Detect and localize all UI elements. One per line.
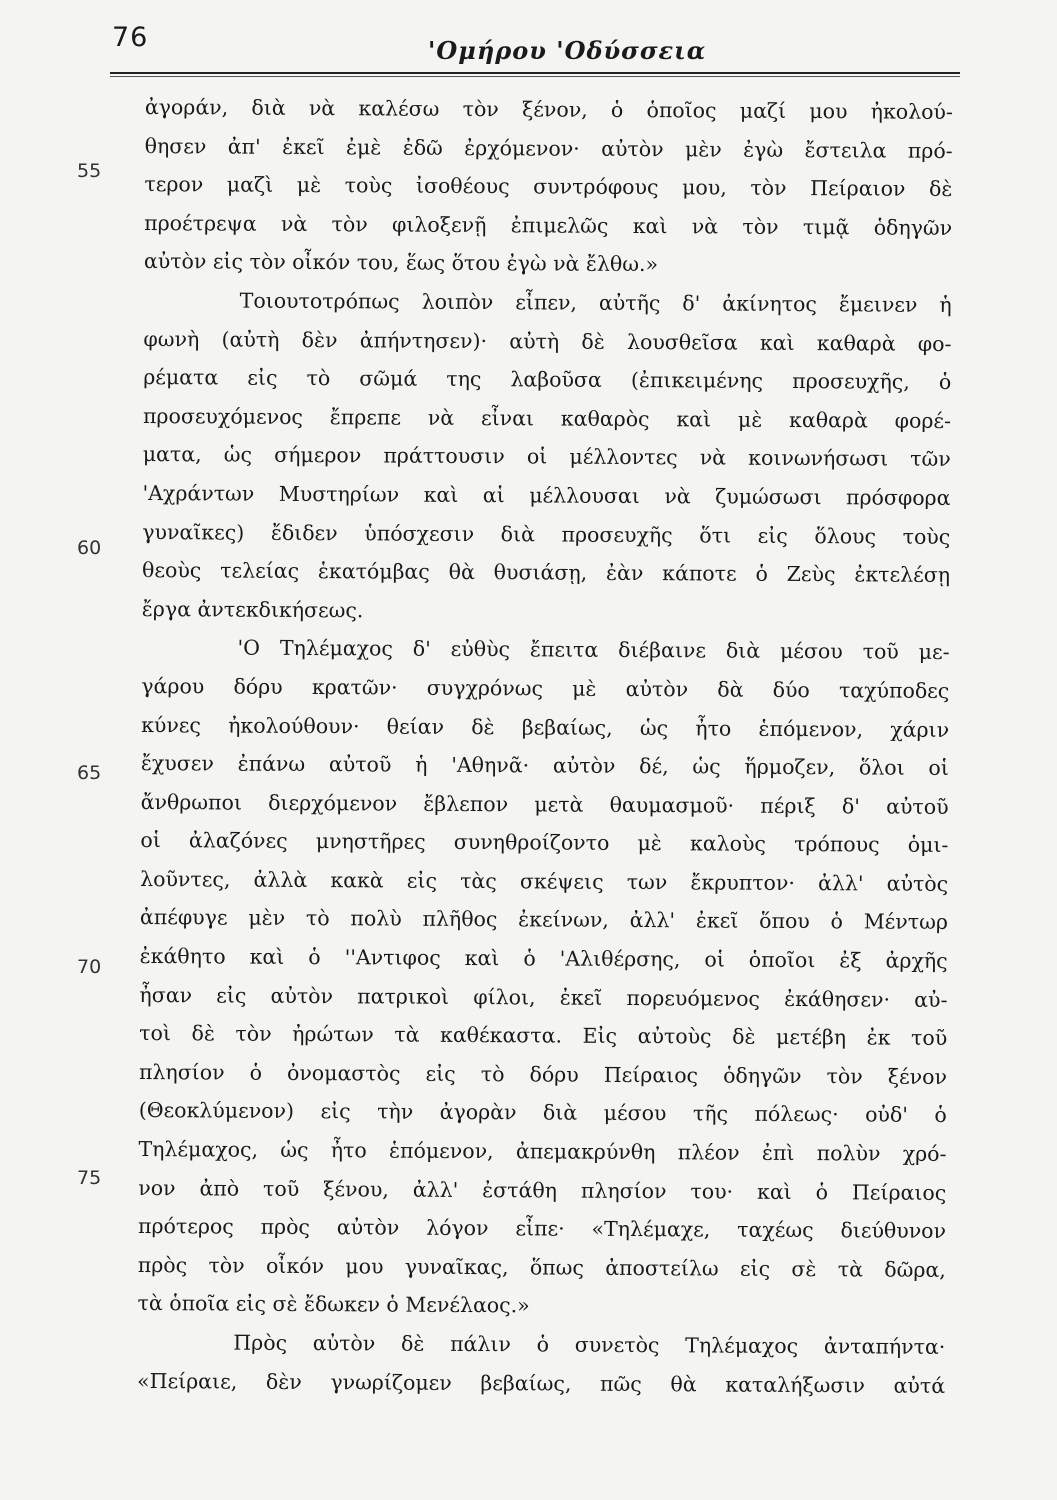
text-line: Τηλέμαχος, ὡς ἦτο ἑπόμενον, ἀπεμακρύνθη πλέον ἐπὶ πολὺν χρό- bbox=[138, 1137, 947, 1166]
text-line: Πρὸς αὐτὸν δὲ πάλιν ὁ συνετὸς Τηλέμαχος ἀνταπήντα· bbox=[233, 1330, 946, 1359]
text-line: αὐτὸν εἰς τὸν οἶκόν του, ἕως ὅτου ἐγὼ νὰ ἔλθω.» bbox=[143, 249, 659, 277]
text-line: γάρου δόρυ κρατῶν· συγχρόνως μὲ αὐτὸν δὰ δύο ταχύποδες bbox=[141, 673, 950, 703]
paragraph-3 bbox=[137, 628, 949, 1328]
text-line: νον ἀπὸ τοῦ ξένου, ἀλλ' ἐστάθη πλησίον του· καὶ ὁ Πείραιος bbox=[138, 1175, 947, 1205]
text-line: 'Αχράντων Μυστηρίων καὶ αἱ μέλλουσαι νὰ ζυμώσωσι πρόσφορα bbox=[142, 480, 951, 510]
text-line: ἀπέφυγε μὲν τὸ πολὺ πλῆθος ἐκείνων, ἀλλ' ἐκεῖ ὅπου ὁ Μέντωρ bbox=[139, 905, 948, 935]
paragraph-4 bbox=[137, 1323, 945, 1405]
line-number-70: 70 bbox=[77, 956, 102, 978]
body-text bbox=[137, 88, 953, 1405]
text-line: τοὶ δὲ τὸν ἠρώτων τὰ καθέκαστα. Εἰς αὐτοὺς δὲ μετέβη ἐκ τοῦ bbox=[139, 1021, 948, 1051]
text-line: ἔργα ἀντεκδικήσεως. bbox=[141, 596, 364, 623]
page-header bbox=[110, 22, 960, 82]
text-line: πρότερος πρὸς αὐτὸν λόγον εἶπε· «Τηλέμαχε, ταχέως διεύθυνον bbox=[137, 1214, 947, 1244]
text-line: τερον μαζὶ μὲ τοὺς ἰσοθέους συντρόφους μου, τὸν Πείραιον δὲ bbox=[144, 172, 953, 202]
text-line: ρέματα εἰς τὸ σῶμά της λαβοῦσα (ἐπικειμένης προσευχῆς, ὁ bbox=[143, 365, 952, 395]
text-line: ἦσαν εἰς αὐτὸν πατρικοὶ φίλοι, ἐκεῖ πορευόμενος ἐκάθησεν· αὐ- bbox=[139, 982, 948, 1012]
text-line: φωνὴ (αὐτὴ δὲν ἀπήντησεν)· αὐτὴ δὲ λουσθεῖσα καὶ καθαρὰ φο- bbox=[143, 326, 952, 356]
paragraph-2 bbox=[142, 281, 952, 633]
text-line: πλησίον ὁ ὀνομαστὸς εἰς τὸ δόρυ Πείραιος ὁδηγῶν τὸν ξένον bbox=[138, 1059, 948, 1089]
text-line: πρὸς τὸν οἶκόν μου γυναῖκας, ὅπως ἀποστείλω εἰς σὲ τὰ δῶρα, bbox=[137, 1252, 946, 1282]
text-line: ματα, ὡς σήμερον πράττουσιν οἱ μέλλοντες νὰ κοινωνήσωσι τῶν bbox=[142, 442, 951, 472]
text-line: ἀγοράν, διὰ νὰ καλέσω τὸν ξένον, ὁ ὁποῖος μαζί μου ἠκολού- bbox=[144, 94, 953, 124]
text-line: ἐκάθητο καὶ ὁ ''Αντιφος καὶ ὁ 'Αλιθέρσης, οἱ ὁποῖοι ἐξ ἀρχῆς bbox=[139, 944, 948, 973]
line-number-75: 75 bbox=[77, 1167, 102, 1189]
line-number-55: 55 bbox=[77, 160, 102, 182]
text-line: Τοιουτοτρόπως λοιπὸν εἶπεν, αὐτῆς δ' ἀκίνητος ἔμεινεν ἡ bbox=[239, 288, 952, 317]
text-line: «Πείραιε, δὲν γνωρίζομεν βεβαίως, πῶς θὰ καταλήξωσιν αὐτά bbox=[137, 1368, 946, 1398]
text-line: κύνες ἠκολούθουν· θείαν δὲ βεβαίως, ὡς ἦτο ἑπόμενον, χάριν bbox=[141, 712, 950, 742]
text-line: θησεν ἀπ' ἐκεῖ ἐμὲ ἐδῶ ἐρχόμενον· αὐτὸν μὲν ἐγὼ ἔστειλα πρό- bbox=[144, 133, 953, 163]
text-line: προέτρεψα νὰ τὸν φιλοξενῇ ἐπιμελῶς καὶ νὰ τὸν τιμᾷ ὁδηγῶν bbox=[144, 210, 953, 240]
text-line: τὰ ὁποῖα εἰς σὲ ἔδωκεν ὁ Μενέλαος.» bbox=[137, 1291, 530, 1318]
text-line: ἄνθρωποι διερχόμενον ἔβλεπον μετὰ θαυμασμοῦ· πέριξ δ' αὐτοῦ bbox=[140, 789, 949, 819]
page-number: 76 bbox=[112, 22, 149, 53]
header-rule bbox=[110, 72, 960, 77]
text-line: ἔχυσεν ἐπάνω αὐτοῦ ἡ 'Αθηνᾶ· αὐτὸν δέ, ὡς ἥρμοζεν, ὅλοι οἱ bbox=[140, 751, 949, 781]
text-line: οἱ ἀλαζόνες μνηστῆρες συνηθροίζοντο μὲ καλοὺς τρόπους ὁμι- bbox=[140, 828, 949, 858]
text-line: προσευχόμενος ἔπρεπε νὰ εἶναι καθαρὸς καὶ μὲ καθαρὰ φορέ- bbox=[142, 403, 952, 433]
line-number-60: 60 bbox=[77, 537, 102, 559]
line-number-65: 65 bbox=[77, 762, 102, 784]
text-line: λοῦντες, ἀλλὰ κακὰ εἰς τὰς σκέψεις των ἔκρυπτον· ἀλλ' αὐτὸς bbox=[140, 866, 949, 896]
running-title: 'Ομήρου 'Οδύσσεια bbox=[428, 36, 707, 65]
text-line: γυναῖκες) ἔδιδεν ὑπόσχεσιν διὰ προσευχῆς ὅτι εἰς ὅλους τοὺς bbox=[142, 519, 951, 549]
text-line: 'Ο Τηλέμαχος δ' εὐθὺς ἔπειτα διέβαινε διὰ μέσου τοῦ με- bbox=[237, 635, 950, 665]
text-line: (Θεοκλύμενον) εἰς τὴν ἀγορὰν διὰ μέσου τῆς πόλεως· οὐδ' ὁ bbox=[138, 1098, 947, 1128]
paragraph-1 bbox=[144, 88, 953, 286]
text-line: θεοὺς τελείας ἑκατόμβας θὰ θυσιάσῃ, ἐὰν κάποτε ὁ Ζεὺς ἐκτελέσῃ bbox=[141, 558, 951, 588]
